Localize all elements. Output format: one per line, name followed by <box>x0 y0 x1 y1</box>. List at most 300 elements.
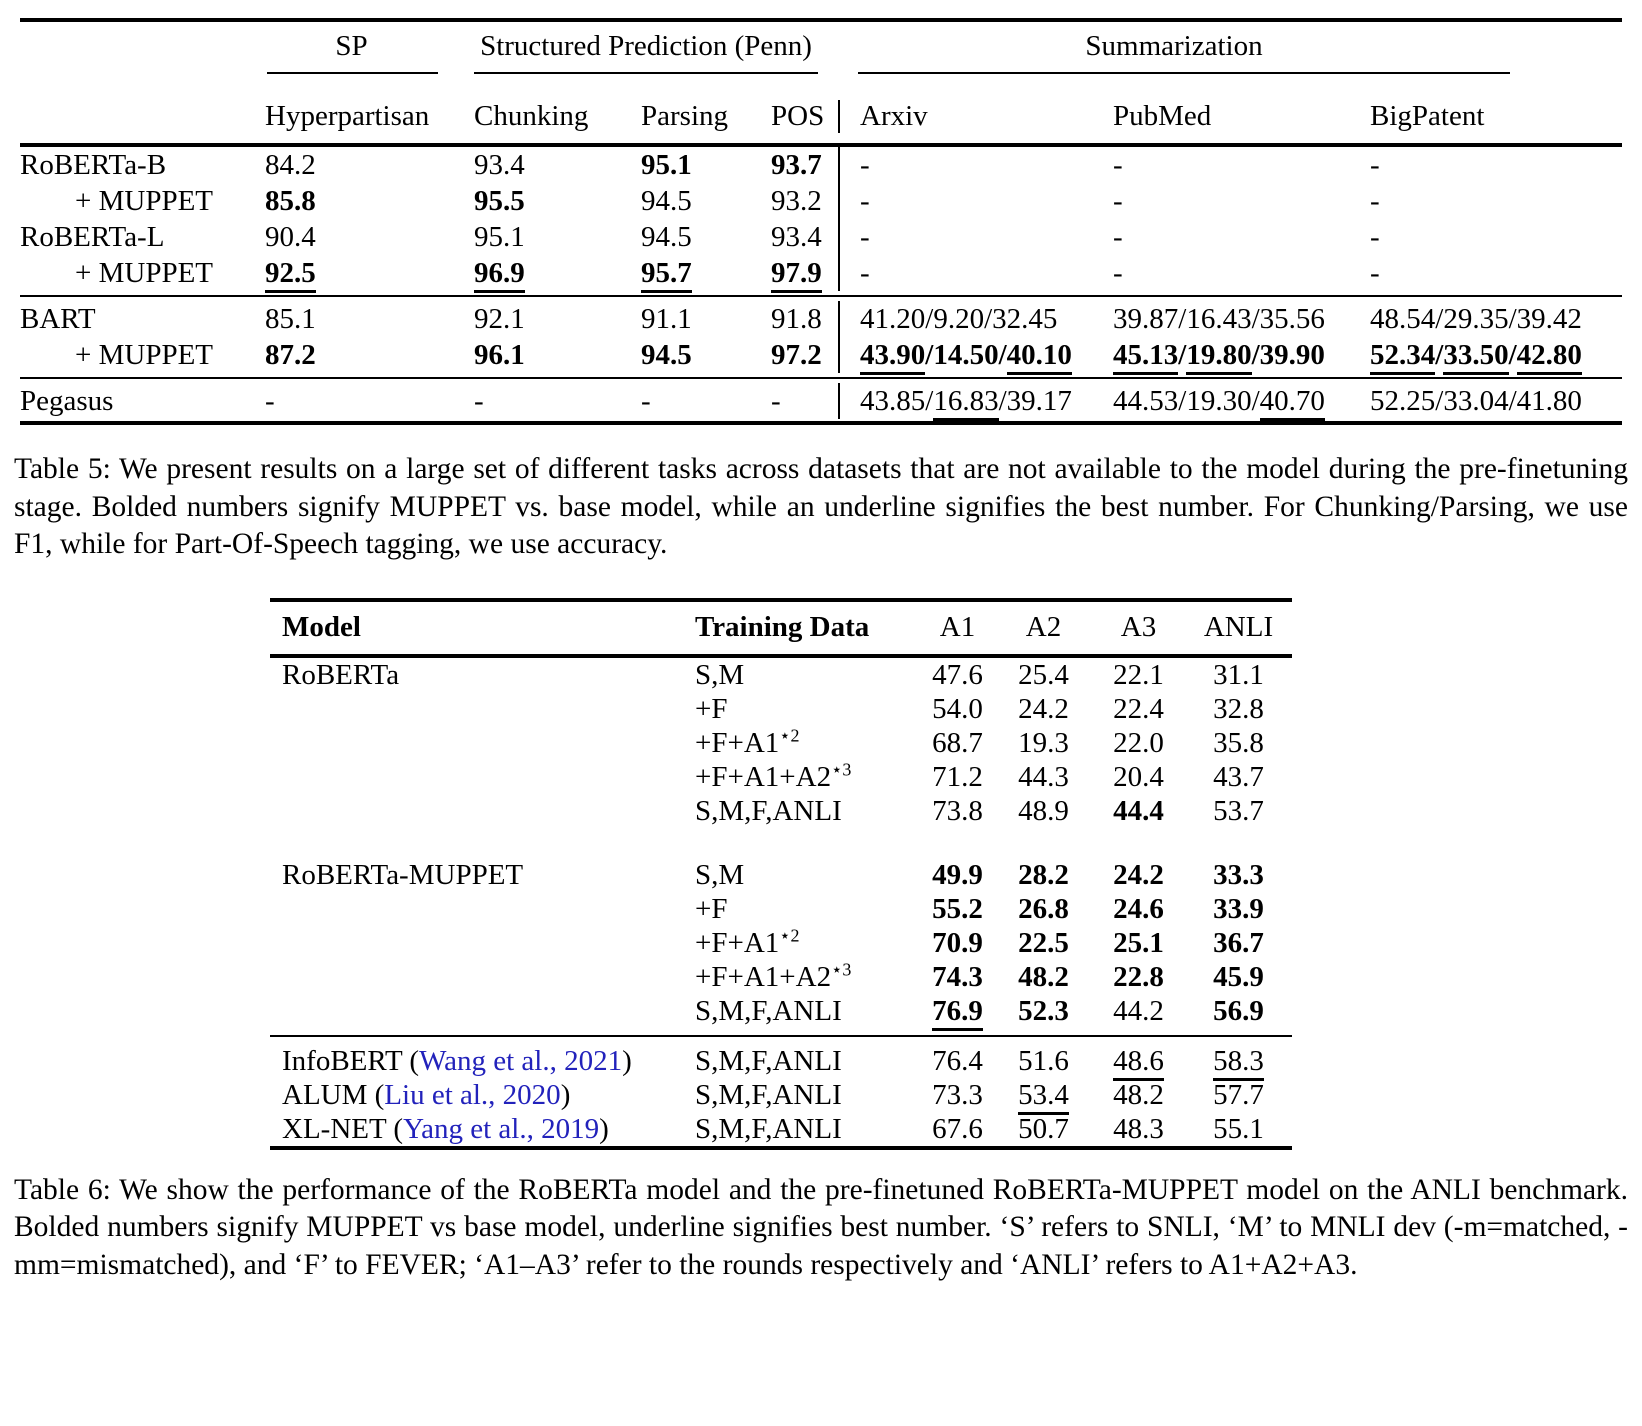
table6-caption: Table 6: We show the performance of the RoBERTa model and the pre-finetuned RoBERTa-MUPPET model on the ANLI benchmark. Bolded numbers signify MUPPET vs base model, underline signifies best number. ‘S’ refers to SNLI, ‘M’ to MNLI dev (-m=matched, -mm=mismatched), and ‘F’ to FEVER; ‘A1–A3’ refer to the rounds respectively and ‘ANLI’ refers to A1+A2+A3. <box>14 1173 1628 1281</box>
table-cell <box>1185 1078 1292 1112</box>
value: 95.1 <box>641 149 692 181</box>
value: 93.7 <box>771 149 822 181</box>
table-cell <box>995 760 1092 794</box>
value: 85.1 <box>265 303 316 335</box>
value: - <box>771 385 781 417</box>
value: 95.1 <box>474 221 525 253</box>
table-cell: 52.34/33.50/42.80 <box>1350 337 1622 373</box>
value: 28.2 <box>1018 858 1069 891</box>
table-cell <box>474 255 641 291</box>
text-run: S,M <box>695 858 745 891</box>
column-header-pos: POS <box>771 100 825 132</box>
value: 48.2 <box>1113 1078 1164 1111</box>
table5-section-rule <box>20 377 1622 379</box>
value: 35.56 <box>1259 303 1325 335</box>
model-cell <box>270 726 695 760</box>
value: 52.34 <box>1370 339 1435 375</box>
table5-caption: Table 5: We present results on a large set of different tasks across datasets that are not available to the model during the pre-finetuning stage. Bolded numbers signify MUPPET vs. base model, while an underline signifies the best number. For Chunking/Parsing, we use F1, while for Part-Of-Speech tagging, we use accuracy. <box>14 453 1628 560</box>
value: 49.9 <box>932 858 983 891</box>
citation-link[interactable]: Wang et al., 2021 <box>419 1044 623 1077</box>
training-data-cell <box>695 858 920 892</box>
table-cell <box>1092 794 1185 828</box>
table-cell <box>474 301 641 337</box>
table-cell <box>920 858 995 892</box>
table-row <box>270 960 1292 994</box>
value: 39.87 <box>1113 303 1179 335</box>
value: 57.7 <box>1213 1078 1264 1111</box>
table-row <box>20 255 1622 291</box>
model-cell <box>270 892 695 926</box>
training-data-cell <box>695 658 920 692</box>
column-header-arxiv: Arxiv <box>838 100 1093 133</box>
text-run: ) <box>560 1078 571 1111</box>
value: 33.04 <box>1443 385 1509 417</box>
table-cell <box>474 337 641 373</box>
row-label: RoBERTa-L <box>20 221 165 253</box>
value: 32.8 <box>1213 692 1264 725</box>
group-label: Summarization <box>1085 30 1263 62</box>
table-cell <box>920 726 995 760</box>
value: 44.2 <box>1113 994 1164 1027</box>
group-underline <box>474 72 818 74</box>
table-cell <box>920 1078 995 1112</box>
table-cell <box>838 147 1093 183</box>
value: 41.20 <box>860 303 926 335</box>
value: 16.43 <box>1186 303 1252 335</box>
value: 48.2 <box>1018 960 1069 993</box>
table-cell <box>995 658 1092 692</box>
table-cell <box>771 383 838 419</box>
table-row <box>20 301 1622 337</box>
training-data-cell <box>695 794 920 828</box>
value: 58.3 <box>1213 1045 1264 1081</box>
table-row <box>270 892 1292 926</box>
value: 22.0 <box>1113 726 1164 759</box>
table-row <box>270 658 1292 692</box>
table-cell <box>920 794 995 828</box>
column-header-anli: ANLI <box>1203 610 1274 643</box>
column-header-a2: A2 <box>1025 610 1062 643</box>
text-run: S,M,F,ANLI <box>695 1112 842 1145</box>
table-cell <box>265 383 474 419</box>
model-cell <box>270 1044 695 1078</box>
training-data-cell <box>695 1078 920 1112</box>
group-header-summarization <box>838 30 1622 74</box>
table-row <box>270 926 1292 960</box>
table-cell <box>474 383 641 419</box>
value: - <box>1113 221 1123 253</box>
table-cell <box>838 219 1093 255</box>
value: 9.20 <box>933 303 985 335</box>
table-cell <box>995 926 1092 960</box>
table-cell <box>474 147 641 183</box>
value: 22.4 <box>1113 692 1164 725</box>
value: 22.5 <box>1018 926 1069 959</box>
value: - <box>860 185 870 217</box>
value: 44.3 <box>1018 760 1069 793</box>
value: 53.7 <box>1213 794 1264 827</box>
table-cell <box>920 692 995 726</box>
value: 42.80 <box>1517 339 1582 375</box>
table-cell <box>920 994 995 1028</box>
value: 95.5 <box>474 185 525 217</box>
value: - <box>1370 149 1380 181</box>
value: 25.4 <box>1018 658 1069 691</box>
table-cell <box>995 794 1092 828</box>
table-cell <box>920 1112 995 1146</box>
value: - <box>474 385 484 417</box>
table6-column-header-row <box>270 602 1292 654</box>
table-cell <box>920 926 995 960</box>
training-data-cell <box>695 926 920 960</box>
value: 96.9 <box>474 257 525 293</box>
value: 44.4 <box>1113 794 1164 827</box>
table-cell <box>920 892 995 926</box>
value: 47.6 <box>932 658 983 691</box>
value: 93.2 <box>771 185 822 217</box>
column-header-pubmed: PubMed <box>1113 100 1212 132</box>
group-spacer <box>20 30 265 74</box>
model-cell <box>270 794 695 828</box>
value: 39.90 <box>1259 339 1325 371</box>
table-cell <box>641 183 771 219</box>
training-data-cell <box>695 760 920 794</box>
table-cell <box>1350 255 1622 291</box>
table-cell <box>265 337 474 373</box>
table-cell <box>265 219 474 255</box>
citation-link[interactable]: Liu et al., 2020 <box>384 1078 561 1111</box>
row-label: Pegasus <box>20 385 114 417</box>
value: - <box>1370 257 1380 289</box>
value: 50.7 <box>1018 1112 1069 1145</box>
table-cell <box>1093 255 1350 291</box>
training-data-cell <box>695 994 920 1028</box>
column-header-a1: A1 <box>939 610 976 643</box>
value: 24.2 <box>1113 858 1164 891</box>
value: 94.5 <box>641 185 692 217</box>
table-cell <box>1185 858 1292 892</box>
table5-column-header-row <box>20 74 1622 143</box>
value: 32.45 <box>992 303 1058 335</box>
table-cell <box>474 183 641 219</box>
text-run: S,M,F,ANLI <box>695 1044 842 1077</box>
text-run: +F <box>695 892 728 925</box>
value: - <box>1113 149 1123 181</box>
table-cell <box>1092 892 1185 926</box>
value: 24.6 <box>1113 892 1164 925</box>
value: 54.0 <box>932 692 983 725</box>
table-cell <box>1185 960 1292 994</box>
text-run: +F+A1+A2 <box>695 960 832 993</box>
table-cell <box>1092 760 1185 794</box>
value: 87.2 <box>265 339 316 371</box>
table-row <box>270 726 1292 760</box>
group-header-structured-prediction <box>474 30 838 74</box>
value: - <box>1113 257 1123 289</box>
value: 84.2 <box>265 149 316 181</box>
table6-body <box>270 658 1292 1146</box>
table-row <box>270 994 1292 1028</box>
training-data-cell <box>695 726 920 760</box>
value: 73.3 <box>932 1078 983 1111</box>
value: 94.5 <box>641 221 692 253</box>
table-cell <box>920 658 995 692</box>
table-cell <box>995 994 1092 1028</box>
value: 56.9 <box>1213 994 1264 1027</box>
citation-link[interactable]: Yang et al., 2019 <box>403 1112 600 1145</box>
table-cell <box>641 147 771 183</box>
table-cell <box>771 183 838 219</box>
group-header-sp <box>265 30 474 74</box>
value: 71.2 <box>932 760 983 793</box>
column-header-hyperpartisan: Hyperpartisan <box>265 100 430 132</box>
model-cell <box>270 926 695 960</box>
table-cell <box>995 960 1092 994</box>
table-cell <box>1185 692 1292 726</box>
value: 97.2 <box>771 339 822 371</box>
column-header-parsing: Parsing <box>641 100 728 132</box>
table-cell <box>1185 760 1292 794</box>
training-data-cell <box>695 692 920 726</box>
table-cell <box>995 692 1092 726</box>
table-cell <box>1185 994 1292 1028</box>
value: 93.4 <box>771 221 822 253</box>
group-underline <box>858 72 1510 74</box>
table-row <box>20 219 1622 255</box>
table-cell <box>265 301 474 337</box>
table-cell: 43.90/14.50/40.10 <box>838 337 1093 373</box>
value: 20.4 <box>1113 760 1164 793</box>
table-row <box>270 1078 1292 1112</box>
table-cell <box>838 255 1093 291</box>
model-cell <box>270 692 695 726</box>
value: 45.9 <box>1213 960 1264 993</box>
table-cell <box>1185 794 1292 828</box>
value: 52.25 <box>1370 385 1436 417</box>
table5-body <box>20 147 1622 419</box>
row-label: + MUPPET <box>75 185 214 217</box>
value: 36.7 <box>1213 926 1264 959</box>
column-header-training-data: Training Data <box>695 610 870 643</box>
value: 55.1 <box>1213 1112 1264 1145</box>
value: 95.7 <box>641 257 692 293</box>
value: - <box>265 385 275 417</box>
model-cell <box>270 760 695 794</box>
value: 74.3 <box>932 960 983 993</box>
value: 92.1 <box>474 303 525 335</box>
table-row <box>270 692 1292 726</box>
model-cell <box>270 858 695 892</box>
value: 68.7 <box>932 726 983 759</box>
table-cell: 45.13/19.80/39.90 <box>1093 337 1350 373</box>
value: 16.83 <box>933 385 998 421</box>
table-cell <box>771 301 838 337</box>
table-cell <box>995 1112 1092 1146</box>
value: 33.50 <box>1443 339 1508 375</box>
value: 67.6 <box>932 1112 983 1145</box>
table-cell <box>920 960 995 994</box>
table-row <box>270 858 1292 892</box>
table-cell <box>1092 960 1185 994</box>
table-cell <box>771 219 838 255</box>
value: 48.54 <box>1370 303 1436 335</box>
value: 97.9 <box>771 257 822 293</box>
text-run: S,M <box>695 658 745 691</box>
value: 39.17 <box>1006 385 1072 417</box>
value: 22.1 <box>1113 658 1164 691</box>
table-cell <box>1185 658 1292 692</box>
row-label: + MUPPET <box>75 257 214 289</box>
table-cell <box>641 301 771 337</box>
superscript: ⋆2 <box>779 724 800 745</box>
text-run: S,M,F,ANLI <box>695 1078 842 1111</box>
table-cell: 41.20/9.20/32.45 <box>838 301 1093 337</box>
model-cell <box>270 1078 695 1112</box>
column-header-chunking: Chunking <box>474 100 589 132</box>
table5-group-header-row <box>20 22 1622 74</box>
table-row <box>20 383 1622 419</box>
value: 76.4 <box>932 1044 983 1077</box>
table-cell <box>1092 1078 1185 1112</box>
value: 53.4 <box>1018 1079 1069 1115</box>
value: 44.53 <box>1113 385 1179 417</box>
model-cell <box>270 960 695 994</box>
superscript: ⋆3 <box>831 758 852 779</box>
table-cell <box>995 892 1092 926</box>
value: 43.90 <box>860 339 925 375</box>
value: 70.9 <box>932 926 983 959</box>
table-cell <box>1092 726 1185 760</box>
value: - <box>1370 221 1380 253</box>
value: 26.8 <box>1018 892 1069 925</box>
value: 85.8 <box>265 185 316 217</box>
value: - <box>860 149 870 181</box>
table-cell <box>1092 692 1185 726</box>
value: 41.80 <box>1516 385 1582 417</box>
text-run: +F+A1 <box>695 926 780 959</box>
table-cell <box>771 337 838 373</box>
value: 19.3 <box>1018 726 1069 759</box>
value: 33.3 <box>1213 858 1264 891</box>
table-cell <box>474 219 641 255</box>
model-cell <box>270 994 695 1028</box>
table-row <box>270 794 1292 828</box>
value: 24.2 <box>1018 692 1069 725</box>
value: 90.4 <box>265 221 316 253</box>
table-cell <box>1093 183 1350 219</box>
column-header-model: Model <box>282 610 361 643</box>
value: 39.42 <box>1516 303 1582 335</box>
table-row <box>270 1044 1292 1078</box>
text-run: InfoBERT ( <box>282 1044 420 1077</box>
paper-page <box>0 18 1642 1426</box>
table-cell: 44.53/19.30/40.70 <box>1093 383 1350 419</box>
table-cell <box>1093 219 1350 255</box>
table-cell <box>641 337 771 373</box>
table-cell <box>1185 726 1292 760</box>
value: 52.3 <box>1018 994 1069 1027</box>
table-row <box>20 147 1622 183</box>
group-label: SP <box>335 30 368 62</box>
text-run: S,M,F,ANLI <box>695 994 842 1027</box>
value: 40.10 <box>1007 339 1072 375</box>
table-cell <box>838 183 1093 219</box>
value: 35.8 <box>1213 726 1264 759</box>
table-cell <box>771 255 838 291</box>
value: 73.8 <box>932 794 983 827</box>
training-data-cell <box>695 1112 920 1146</box>
table-cell <box>920 1044 995 1078</box>
table-cell <box>995 858 1092 892</box>
table-cell <box>1093 147 1350 183</box>
value: 40.70 <box>1260 385 1325 421</box>
table-cell <box>265 255 474 291</box>
value: 48.9 <box>1018 794 1069 827</box>
text-run: +F+A1 <box>695 726 780 759</box>
value: 48.3 <box>1113 1112 1164 1145</box>
value: 43.7 <box>1213 760 1264 793</box>
column-header-bigpatent: BigPatent <box>1370 100 1485 132</box>
value: 48.6 <box>1113 1045 1164 1081</box>
table-cell <box>1092 994 1185 1028</box>
value: 51.6 <box>1018 1044 1069 1077</box>
value: 96.1 <box>474 339 525 371</box>
table-cell <box>1185 1044 1292 1078</box>
table-cell <box>265 147 474 183</box>
value: 25.1 <box>1113 926 1164 959</box>
table-cell <box>771 147 838 183</box>
table-cell <box>995 1078 1092 1112</box>
table-cell: 43.85/16.83/39.17 <box>838 383 1093 419</box>
table-cell <box>1350 219 1622 255</box>
value: 14.50 <box>933 339 999 371</box>
training-data-cell <box>695 892 920 926</box>
text-run: +F+A1+A2 <box>695 760 832 793</box>
text-run: RoBERTa <box>282 658 400 691</box>
text-run: RoBERTa-MUPPET <box>282 858 524 891</box>
value: 76.9 <box>932 995 983 1031</box>
text-run: ) <box>599 1112 609 1145</box>
table-cell <box>1185 892 1292 926</box>
value: 19.30 <box>1186 385 1252 417</box>
value: - <box>860 257 870 289</box>
block-spacer <box>270 828 1292 858</box>
value: 92.5 <box>265 257 316 293</box>
table-cell: 39.87/16.43/35.56 <box>1113 303 1325 335</box>
text-run: XL-NET ( <box>282 1112 404 1145</box>
table-row <box>270 760 1292 794</box>
value: - <box>1113 185 1123 217</box>
value: 31.1 <box>1213 658 1264 691</box>
table-cell: 48.54/29.35/39.42 <box>1370 303 1582 335</box>
value: - <box>641 385 651 417</box>
value: 91.1 <box>641 303 692 335</box>
group-underline <box>267 72 438 74</box>
value: 22.8 <box>1113 960 1164 993</box>
superscript: ⋆2 <box>779 924 800 945</box>
table-cell <box>1092 858 1185 892</box>
text-run: ) <box>622 1044 632 1077</box>
table-cell <box>995 1044 1092 1078</box>
row-label: + MUPPET <box>75 339 214 371</box>
table-cell <box>1350 183 1622 219</box>
table-cell <box>641 255 771 291</box>
table-cell <box>641 219 771 255</box>
row-label: RoBERTa-B <box>20 149 167 181</box>
table-row <box>20 183 1622 219</box>
table-cell <box>1185 1112 1292 1146</box>
table-cell <box>995 726 1092 760</box>
